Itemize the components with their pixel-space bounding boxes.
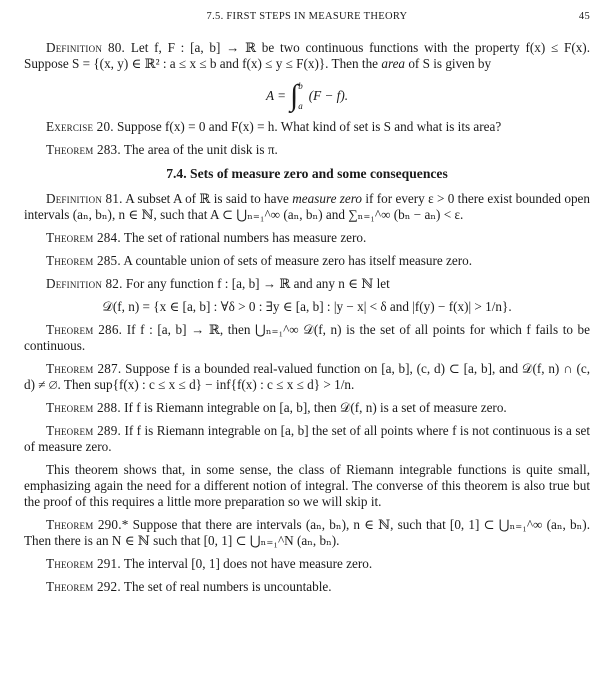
area-formula-body: (F − f). [308,88,349,103]
integral-sign: ∫ [290,79,299,112]
integral-limits [298,81,303,111]
theorem-285 [24,253,590,269]
theorem-291-text: The interval [0, 1] does not have measure zero. [123,556,373,571]
theorem-283-label: Theorem 283. [46,142,121,157]
definition-80-term: area [381,56,406,71]
integral-upper-limit: b [298,81,303,91]
definition-80 [24,40,590,72]
area-formula-lhs: A = [265,88,286,103]
definition-82-label: Definition 82. [46,276,123,291]
theorem-286 [24,322,590,354]
theorem-290-text: Suppose that there are intervals (aₙ, bₙ), n ∈ ℕ, such that [0, 1] ⊂ ⋃ₙ₌₁^∞ (aₙ, bₙ). Then there is an N ∈ ℕ such that [0, 1] ⊂ ⋃ₙ₌₁^N (aₙ, bₙ). [24,517,590,548]
theorem-283-text: The area of the unit disk is π. [123,142,278,157]
theorem-284-text: The set of rational numbers has measure zero. [123,230,367,245]
definition-81-term: measure zero [292,191,363,206]
theorem-285-label: Theorem 285. [46,253,121,268]
theorem-287 [24,361,590,393]
theorem-286-text: If f : [a, b] → ℝ, then ⋃ₙ₌₁^∞ 𝒟(f, n) is the set of all points for which f fails to be continuous. [24,322,590,353]
discontinuity-set-formula: 𝒟(f, n) = {x ∈ [a, b] : ∀δ > 0 : ∃y ∈ [a, b] : |y − x| < δ and |f(y) − f(x)| > 1/n}. [102,299,512,314]
definition-81 [24,191,590,223]
theorem-291 [24,556,590,572]
theorem-283 [24,142,590,158]
theorem-290 [24,517,590,549]
theorem-289-text: If f is Riemann integrable on [a, b] the set of all points where f is not continuous is a set of measure zero. [24,423,590,454]
theorem-289-label: Theorem 289. [46,423,121,438]
theorem-284-label: Theorem 284. [46,230,121,245]
theorem-285-text: A countable union of sets of measure zero has itself measure zero. [123,253,473,268]
running-title: 7.5. FIRST STEPS IN MEASURE THEORY [206,11,408,22]
theorem-289 [24,423,590,455]
definition-82 [24,276,590,292]
theorem-288-label: Theorem 288. [46,400,121,415]
theorem-288 [24,400,590,416]
theorem-288-text: If f is Riemann integrable on [a, b], then 𝒟(f, n) is a set of measure zero. [124,400,507,415]
page-body [24,40,590,602]
running-header [24,10,590,24]
theorem-284 [24,230,590,246]
theorem-292-label: Theorem 292. [46,579,121,594]
definition-81-text-after: if for every ε > 0 there exist bounded open intervals (aₙ, bₙ), n ∈ ℕ, such that A ⊂ ⋃ₙ₌₁^∞ (aₙ, bₙ) and ∑ₙ₌₁^∞ (bₙ − aₙ) < ε. [24,191,590,222]
definition-81-label: Definition 81. [46,191,123,206]
definition-80-text: Let f, F : [a, b] → ℝ be two continuous functions with the property f(x) ≤ F(x). Suppose S = {(x, y) ∈ ℝ² : a ≤ x ≤ b and f(x) ≤ y ≤ F(x)}. Then the [24,40,590,71]
definition-82-text: For any function f : [a, b] → ℝ and any n ∈ ℕ let [125,276,390,291]
page-number: 45 [578,11,590,22]
theorem-287-text: Suppose f is a bounded real-valued function on [a, b], (c, d) ⊂ [a, b], and 𝒟(f, n) ∩ (c, d) ≠ ∅. Then sup{f(x) : c ≤ x ≤ d} − inf{f(x) : c ≤ x ≤ d} > 1/n. [24,361,590,392]
exercise-20 [24,119,590,135]
definition-81-text: A subset A of ℝ is said to have [125,191,289,206]
exercise-20-label: Exercise 20. [46,119,114,134]
theorem-292-text: The set of real numbers is uncountable. [123,579,332,594]
integral-lower-limit: a [298,101,303,111]
theorem-287-label: Theorem 287. [46,361,122,376]
theorem-286-label: Theorem 286. [46,322,123,337]
definition-80-label: Definition 80. [46,40,126,55]
area-formula [24,79,590,113]
theorem-290-label: Theorem 290.* [46,517,129,532]
definition-80-text-after: of S is given by [408,56,492,71]
commentary-paragraph: This theorem shows that, in some sense, the class of Riemann integrable functions is quite small, emphasizing again the need for a different notion of integral. The converse of this theorem is also true but the proof of this requires a little more preparation so we will skip it. [24,462,590,509]
section-title: 7.4. Sets of measure zero and some consequences [166,166,448,181]
theorem-292 [24,579,590,595]
theorem-291-label: Theorem 291. [46,556,121,571]
exercise-20-text: Suppose f(x) = 0 and F(x) = h. What kind of set is S and what is its area? [117,119,502,134]
